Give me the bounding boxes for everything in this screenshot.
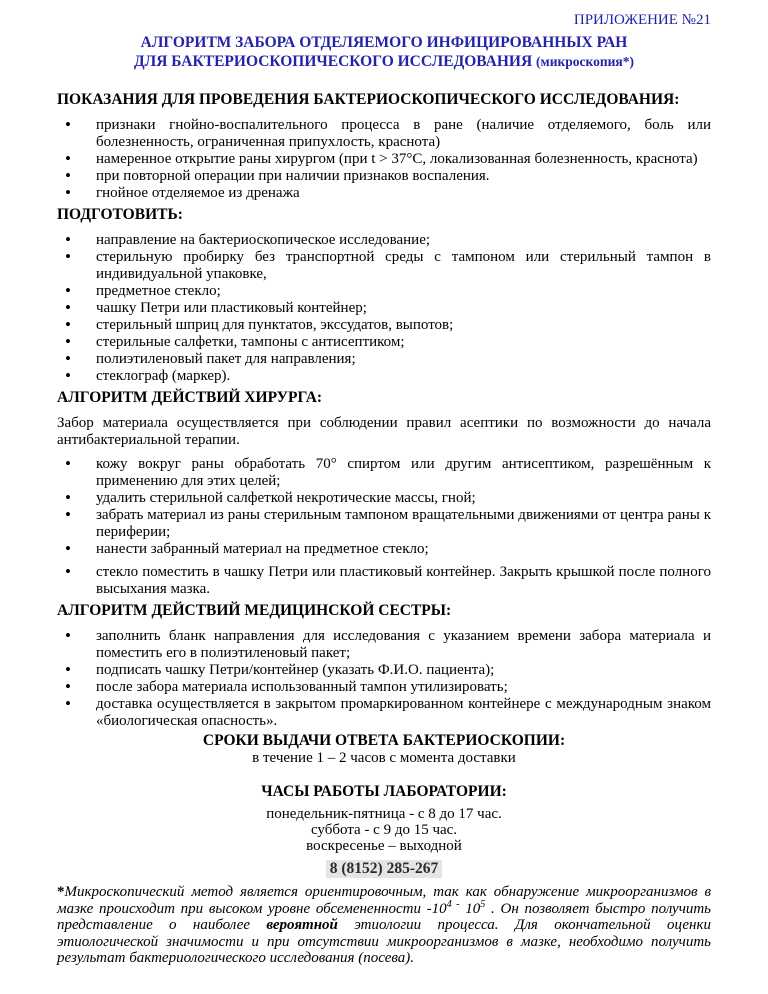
phone-row	[57, 860, 711, 878]
list-item: • кожу вокруг раны обработать 70° спиртом или другим антисептиком, разрешённым к применению для этих целей;	[57, 456, 711, 490]
list-item: • стерильные салфетки, тампоны с антисептиком;	[57, 334, 711, 351]
surgeon-final-list	[57, 564, 711, 598]
section-heading-nurse: АЛГОРИТМ ДЕЙСТВИЙ МЕДИЦИНСКОЙ СЕСТРЫ:	[57, 602, 452, 619]
footnote-star: *	[57, 884, 65, 900]
list-item: • направление на бактериоскопическое исследование;	[57, 232, 711, 249]
list-item: • стерильный шприц для пунктатов, экссудатов, выпотов;	[57, 317, 711, 334]
list-item: • стекло поместить в чашку Петри или пластиковый контейнер. Закрыть крышкой после полного высыхания мазка.	[57, 564, 711, 598]
terms-heading: СРОКИ ВЫДАЧИ ОТВЕТА БАКТЕРИОСКОПИИ:	[202, 732, 566, 749]
list-item: • чашку Петри или пластиковый контейнер;	[57, 300, 711, 317]
hours-line: суббота - с 9 до 15 час.	[310, 822, 458, 838]
footnote-superscript: 4 -	[446, 898, 460, 910]
surgeon-list	[57, 456, 711, 558]
title-line-2-suffix: (микроскопия*)	[536, 54, 634, 69]
footnote	[57, 884, 711, 967]
section-heading-indications: ПОКАЗАНИЯ ДЛЯ ПРОВЕДЕНИЯ БАКТЕРИОСКОПИЧЕСКОГО ИССЛЕДОВАНИЯ:	[57, 91, 680, 108]
footnote-text: . Он позволяет быстро получить представление о наиболее	[57, 900, 712, 934]
appendix-label: ПРИЛОЖЕНИЕ №21	[573, 12, 711, 28]
list-item: • гнойное отделяемое из дренажа	[57, 185, 711, 202]
list-item: • при повторной операции при наличии признаков воспаления.	[57, 168, 711, 185]
title-line-2-main: ДЛЯ БАКТЕРИОСКОПИЧЕСКОГО ИССЛЕДОВАНИЯ	[133, 53, 533, 70]
hours-line: понедельник-пятница - с 8 до 17 час.	[266, 806, 502, 822]
title-line-1: АЛГОРИТМ ЗАБОРА ОТДЕЛЯЕМОГО ИНФИЦИРОВАННЫХ РАН	[140, 34, 628, 51]
section-heading-prepare: ПОДГОТОВИТЬ:	[57, 206, 183, 223]
list-item: • признаки гнойно-воспалительного процесса в ране (наличие отделяемого, боль или болезненность, ограниченная припухлость, краснота)	[57, 117, 711, 151]
hours-heading: ЧАСЫ РАБОТЫ ЛАБОРАТОРИИ:	[261, 783, 507, 800]
list-item: • стеклограф (маркер).	[57, 368, 711, 385]
list-item: • намеренное открытие раны хирургом (при t > 37°С, локализованная болезненность, краснота)	[57, 151, 711, 168]
list-item: • нанести забранный материал на предметное стекло;	[57, 541, 711, 558]
title-line-2	[57, 52, 711, 71]
section-heading-surgeon: АЛГОРИТМ ДЕЙСТВИЙ ХИРУРГА:	[57, 389, 323, 406]
list-item: • удалить стерильной салфеткой некротические массы, гной;	[57, 490, 711, 507]
footnote-text: 10	[459, 900, 481, 917]
list-item: • забрать материал из раны стерильным тампоном вращательными движениями от центра раны к периферии;	[57, 507, 711, 541]
list-item: • подписать чашку Петри/контейнер (указать Ф.И.О. пациента);	[57, 662, 711, 679]
phone-number: 8 (8152) 285-267	[326, 860, 443, 878]
indications-list	[57, 117, 711, 202]
document-title	[57, 33, 711, 71]
terms-text: в течение 1 – 2 часов с момента доставки	[252, 750, 516, 766]
footnote-text: Микроскопический метод является ориентировочным, так как обнаружение микроорганизмов в мазке происходит при высоком уровне обсемененности -10	[57, 884, 711, 917]
list-item: • заполнить бланк направления для исследования с указанием времени забора материала и поместить его в полиэтиленовый пакет;	[57, 628, 711, 662]
list-item: • доставка осуществляется в закрытом промаркированном контейнере с международным знаком «биологическая опасность».	[57, 696, 711, 730]
surgeon-intro: Забор материала осуществляется при соблюдении правил асептики по возможности до начала антибактериальной терапии.	[57, 415, 711, 448]
list-item: • полиэтиленовый пакет для направления;	[57, 351, 711, 368]
footnote-text: этиологии процесса. Для окончательной оценки этиологической значимости и при отсутствии микроорганизмов в мазке, необходимо получить результат бактериологического исследования (посева).	[57, 917, 711, 967]
list-item: • предметное стекло;	[57, 283, 711, 300]
list-item: • стерильную пробирку без транспортной среды с тампоном или стерильный тампон в индивидуальной упаковке,	[57, 249, 711, 283]
hours-line: воскресенье – выходной	[306, 838, 462, 854]
prepare-list	[57, 232, 711, 385]
list-item: • после забора материала использованный тампон утилизировать;	[57, 679, 711, 696]
footnote-emphasis: вероятной	[266, 917, 338, 934]
nurse-list	[57, 628, 711, 730]
footnote-superscript: 5	[480, 898, 486, 910]
